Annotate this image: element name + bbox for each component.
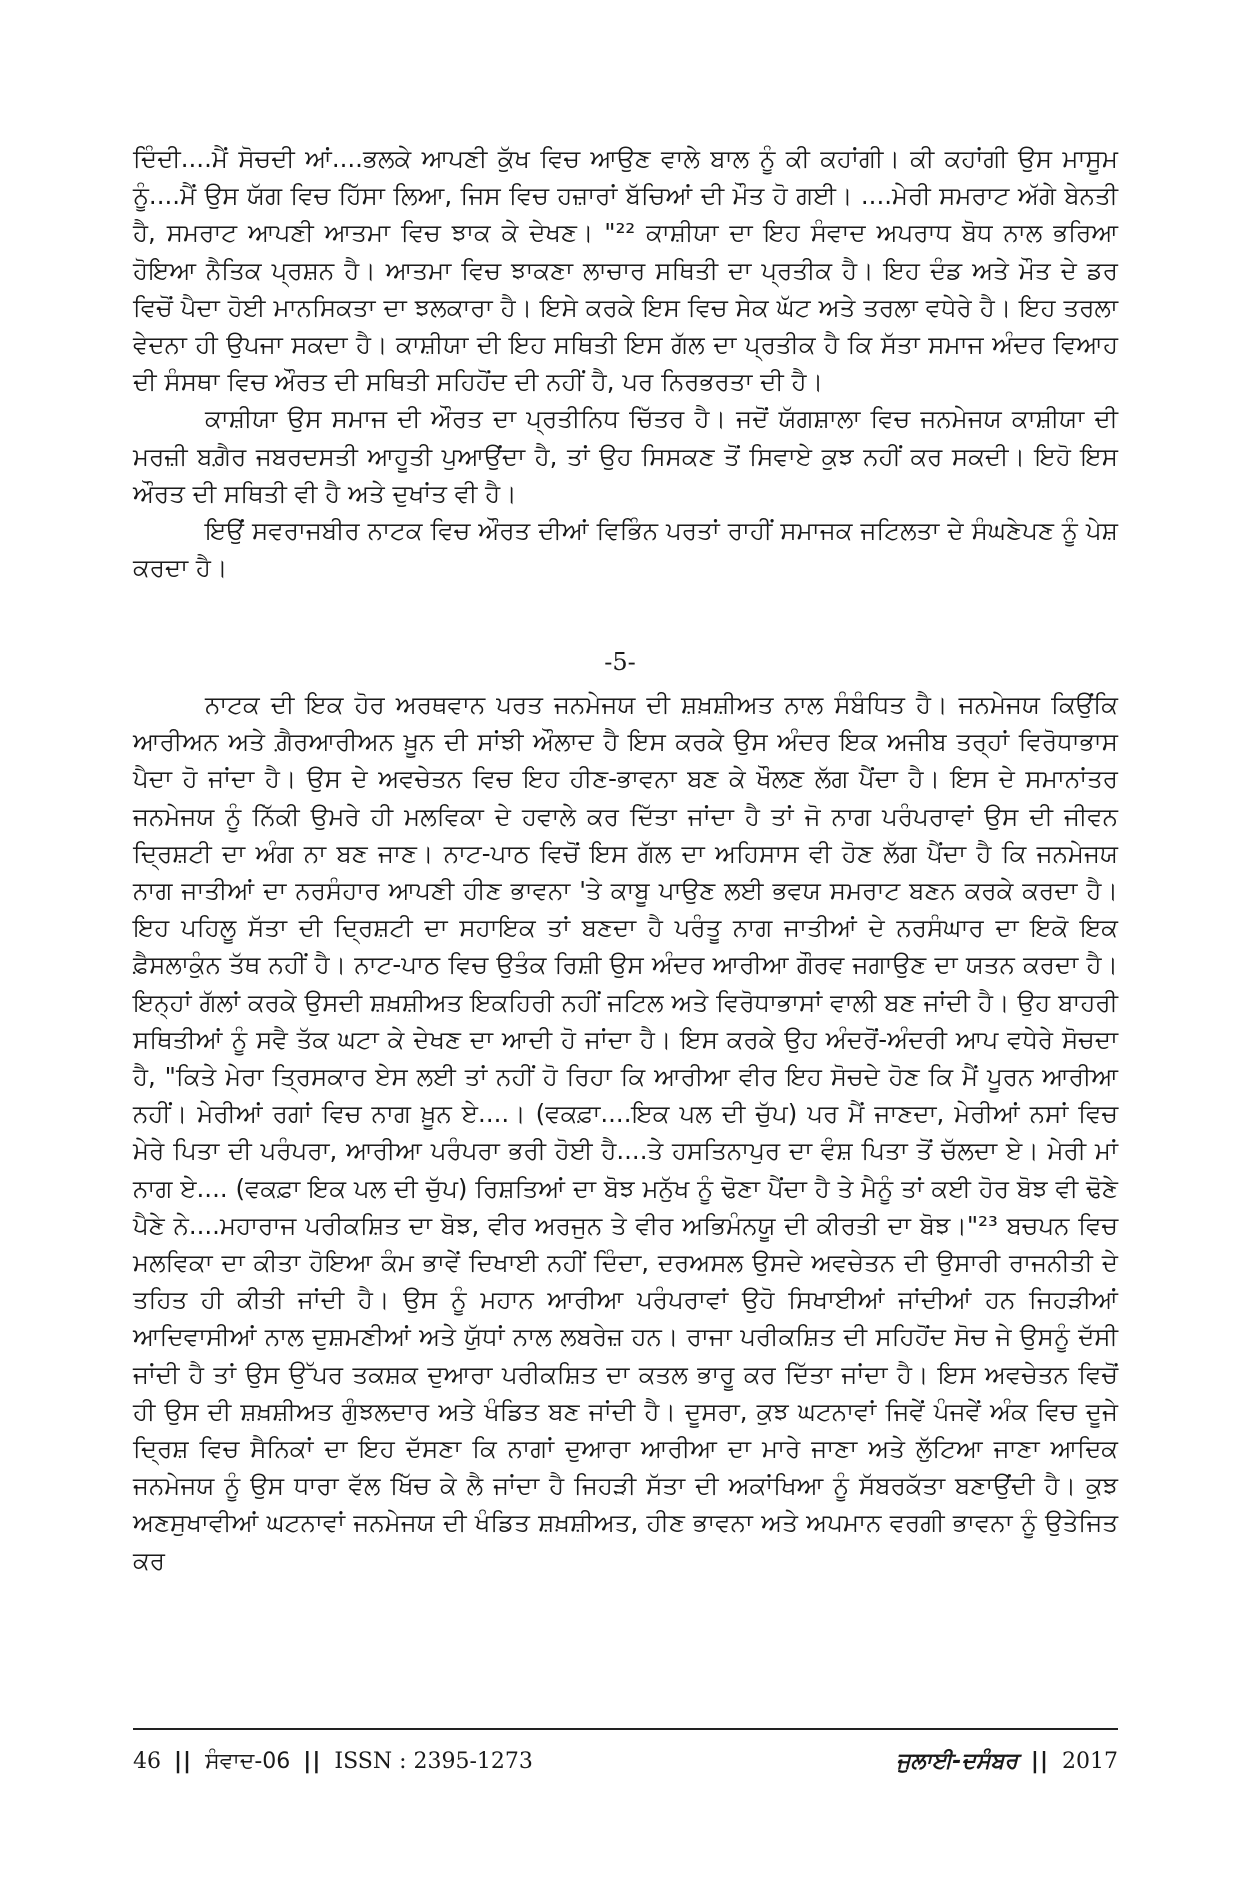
footer-divider [133, 1728, 1118, 1730]
article-body-top [133, 140, 1118, 586]
footer-separator: || [1030, 1749, 1049, 1774]
page-footer [133, 1745, 1118, 1779]
journal-name: ਸੰਵਾਦ-06 [205, 1749, 291, 1774]
issue-year: 2017 [1062, 1749, 1118, 1774]
paragraph: ਇਉਂ ਸਵਰਾਜਬੀਰ ਨਾਟਕ ਵਿਚ ਔਰਤ ਦੀਆਂ ਵਿਭਿੰਨ ਪਰਤਾਂ ਰਾਹੀਂ ਸਮਾਜਕ ਜਟਿਲਤਾ ਦੇ ਸੰਘਣੇਪਣ ਨੂੰ ਪੇਸ਼ ਕਰਦਾ ਹੈ। [133, 516, 1118, 583]
article-body-bottom [133, 686, 1118, 1579]
paragraph: ਦਿੰਦੀ....ਮੈਂ ਸੋਚਦੀ ਆਂ....ਭਲਕੇ ਆਪਣੀ ਕੁੱਖ ਵਿਚ ਆਉਣ ਵਾਲੇ ਬਾਲ ਨੂੰ ਕੀ ਕਹਾਂਗੀ। ਕੀ ਕਹਾਂਗੀ ਉਸ ਮਾਸੂਮ ਨੂੰ....ਮੈਂ ਉਸ ਯੱਗ ਵਿਚ ਹਿੱਸਾ ਲਿਆ, ਜਿਸ ਵਿਚ ਹਜ਼ਾਰਾਂ ਬੱਚਿਆਂ ਦੀ ਮੌਤ ਹੋ ਗਈ। ....ਮੇਰੀ ਸਮਰਾਟ ਅੱਗੇ ਬੇਨਤੀ ਹੈ, ਸਮਰਾਟ ਆਪਣੀ ਆਤਮਾ ਵਿਚ ਝਾਕ ਕੇ ਦੇਖਣ। "²² ਕਾਸ਼ੀਯਾ ਦਾ ਇਹ ਸੰਵਾਦ ਅਪਰਾਧ ਬੋਧ ਨਾਲ ਭਰਿਆ ਹੋਇਆ ਨੈਤਿਕ ਪ੍ਰਸ਼ਨ ਹੈ। ਆਤਮਾ ਵਿਚ ਝਾਕਣਾ ਲਾਚਾਰ ਸਥਿਤੀ ਦਾ ਪ੍ਰਤੀਕ ਹੈ। ਇਹ ਦੰਡ ਅਤੇ ਮੌਤ ਦੇ ਡਰ ਵਿਚੋਂ ਪੈਦਾ ਹੋਈ ਮਾਨਸਿਕਤਾ ਦਾ ਝਲਕਾਰਾ ਹੈ। ਇਸੇ ਕਰਕੇ ਇਸ ਵਿਚ ਸੇਕ ਘੱਟ ਅਤੇ ਤਰਲਾ ਵਧੇਰੇ ਹੈ। ਇਹ ਤਰਲਾ ਵੇਦਨਾ ਹੀ ਉਪਜਾ ਸਕਦਾ ਹੈ। ਕਾਸ਼ੀਯਾ ਦੀ ਇਹ ਸਥਿਤੀ ਇਸ ਗੱਲ ਦਾ ਪ੍ਰਤੀਕ ਹੈ ਕਿ ਸੱਤਾ ਸਮਾਜ ਅੰਦਰ ਵਿਆਹ ਦੀ ਸੰਸਥਾ ਵਿਚ ਔਰਤ ਦੀ ਸਥਿਤੀ ਸਹਿਹੋਂਦ ਦੀ ਨਹੀਂ ਹੈ, ਪਰ ਨਿਰਭਰਤਾ ਦੀ ਹੈ। [133, 144, 1118, 397]
footer-separator: || [174, 1749, 193, 1774]
footer-right [896, 1745, 1118, 1779]
page-number: 46 [133, 1749, 161, 1774]
footer-separator: || [303, 1749, 322, 1774]
issn: ISSN : 2395-1273 [334, 1749, 533, 1774]
footer-left [133, 1745, 533, 1779]
section-number: -5- [604, 648, 636, 676]
paragraph: ਕਾਸ਼ੀਯਾ ਉਸ ਸਮਾਜ ਦੀ ਔਰਤ ਦਾ ਪ੍ਰਤੀਨਿਧ ਚਿੱਤਰ ਹੈ। ਜਦੋਂ ਯੱਗਸ਼ਾਲਾ ਵਿਚ ਜਨਮੇਜਯ ਕਾਸ਼ੀਯਾ ਦੀ ਮਰਜ਼ੀ ਬਗ਼ੈਰ ਜਬਰਦਸਤੀ ਆਹੂਤੀ ਪੁਆਉਂਦਾ ਹੈ, ਤਾਂ ਉਹ ਸਿਸਕਣ ਤੋਂ ਸਿਵਾਏ ਕੁਝ ਨਹੀਂ ਕਰ ਸਕਦੀ। ਇਹੋ ਇਸ ਔਰਤ ਦੀ ਸਥਿਤੀ ਵੀ ਹੈ ਅਤੇ ਦੁਖਾਂਤ ਵੀ ਹੈ। [133, 404, 1118, 508]
issue-months: ਜੁਲਾਈ-ਦਸੰਬਰ [896, 1749, 1018, 1774]
paragraph: ਨਾਟਕ ਦੀ ਇਕ ਹੋਰ ਅਰਥਵਾਨ ਪਰਤ ਜਨਮੇਜਯ ਦੀ ਸ਼ਖ਼ਸ਼ੀਅਤ ਨਾਲ ਸੰਬੰਧਿਤ ਹੈ। ਜਨਮੇਜਯ ਕਿਉਂਕਿ ਆਰੀਅਨ ਅਤੇ ਗ਼ੈਰਆਰੀਅਨ ਖ਼ੂਨ ਦੀ ਸਾਂਝੀ ਔਲਾਦ ਹੈ ਇਸ ਕਰਕੇ ਉਸ ਅੰਦਰ ਇਕ ਅਜੀਬ ਤਰ੍ਹਾਂ ਵਿਰੋਧਾਭਾਸ ਪੈਦਾ ਹੋ ਜਾਂਦਾ ਹੈ। ਉਸ ਦੇ ਅਵਚੇਤਨ ਵਿਚ ਇਹ ਹੀਣ-ਭਾਵਨਾ ਬਣ ਕੇ ਖੌਲਣ ਲੱਗ ਪੈਂਦਾ ਹੈ। ਇਸ ਦੇ ਸਮਾਨਾਂਤਰ ਜਨਮੇਜਯ ਨੂੰ ਨਿੱਕੀ ਉਮਰੇ ਹੀ ਮਲਵਿਕਾ ਦੇ ਹਵਾਲੇ ਕਰ ਦਿੱਤਾ ਜਾਂਦਾ ਹੈ ਤਾਂ ਜੋ ਨਾਗ ਪਰੰਪਰਾਵਾਂ ਉਸ ਦੀ ਜੀਵਨ ਦ੍ਰਿਸ਼ਟੀ ਦਾ ਅੰਗ ਨਾ ਬਣ ਜਾਣ। ਨਾਟ-ਪਾਠ ਵਿਚੋਂ ਇਸ ਗੱਲ ਦਾ ਅਹਿਸਾਸ ਵੀ ਹੋਣ ਲੱਗ ਪੈਂਦਾ ਹੈ ਕਿ ਜਨਮੇਜਯ ਨਾਗ ਜਾਤੀਆਂ ਦਾ ਨਰਸੰਹਾਰ ਆਪਣੀ ਹੀਣ ਭਾਵਨਾ 'ਤੇ ਕਾਬੂ ਪਾਉਣ ਲਈ ਭਵਯ ਸਮਰਾਟ ਬਣਨ ਕਰਕੇ ਕਰਦਾ ਹੈ। ਇਹ ਪਹਿਲੂ ਸੱਤਾ ਦੀ ਦ੍ਰਿਸ਼ਟੀ ਦਾ ਸਹਾਇਕ ਤਾਂ ਬਣਦਾ ਹੈ ਪਰੰਤੂ ਨਾਗ ਜਾਤੀਆਂ ਦੇ ਨਰਸੰਘਾਰ ਦਾ ਇਕੋ ਇਕ ਫ਼ੈਸਲਾਕੁੰਨ ਤੱਥ ਨਹੀਂ ਹੈ। ਨਾਟ-ਪਾਠ ਵਿਚ ਉਤੰਕ ਰਿਸ਼ੀ ਉਸ ਅੰਦਰ ਆਰੀਆ ਗੌਰਵ ਜਗਾਉਣ ਦਾ ਯਤਨ ਕਰਦਾ ਹੈ। ਇਨ੍ਹਾਂ ਗੱਲਾਂ ਕਰਕੇ ਉਸਦੀ ਸ਼ਖ਼ਸ਼ੀਅਤ ਇਕਹਿਰੀ ਨਹੀਂ ਜਟਿਲ ਅਤੇ ਵਿਰੋਧਾਭਾਸਾਂ ਵਾਲੀ ਬਣ ਜਾਂਦੀ ਹੈ। ਉਹ ਬਾਹਰੀ ਸਥਿਤੀਆਂ ਨੂੰ ਸਵੈ ਤੱਕ ਘਟਾ ਕੇ ਦੇਖਣ ਦਾ ਆਦੀ ਹੋ ਜਾਂਦਾ ਹੈ। ਇਸ ਕਰਕੇ ਉਹ ਅੰਦਰੋਂ-ਅੰਦਰੀ ਆਪ ਵਧੇਰੇ ਸੋਚਦਾ ਹੈ, "ਕਿਤੇ ਮੇਰਾ ਤ੍ਰਿਸਕਾਰ ਏਸ ਲਈ ਤਾਂ ਨਹੀਂ ਹੋ ਰਿਹਾ ਕਿ ਆਰੀਆ ਵੀਰ ਇਹ ਸੋਚਦੇ ਹੋਣ ਕਿ ਮੈਂ ਪੂਰਨ ਆਰੀਆ ਨਹੀਂ। ਮੇਰੀਆਂ ਰਗਾਂ ਵਿਚ ਨਾਗ ਖ਼ੂਨ ਏ....। (ਵਕਫ਼ਾ....ਇਕ ਪਲ ਦੀ ਚੁੱਪ) ਪਰ ਮੈਂ ਜਾਣਦਾ, ਮੇਰੀਆਂ ਨਸਾਂ ਵਿਚ ਮੇਰੇ ਪਿਤਾ ਦੀ ਪਰੰਪਰਾ, ਆਰੀਆ ਪਰੰਪਰਾ ਭਰੀ ਹੋਈ ਹੈ....ਤੇ ਹਸਤਿਨਾਪੁਰ ਦਾ ਵੰਸ਼ ਪਿਤਾ ਤੋਂ ਚੱਲਦਾ ਏ। ਮੇਰੀ ਮਾਂ ਨਾਗ ਏ.... (ਵਕਫ਼ਾ ਇਕ ਪਲ ਦੀ ਚੁੱਪ) ਰਿਸ਼ਤਿਆਂ ਦਾ ਬੋਝ ਮਨੁੱਖ ਨੂੰ ਢੋਣਾ ਪੈਂਦਾ ਹੈ ਤੇ ਮੈਨੂੰ ਤਾਂ ਕਈ ਹੋਰ ਬੋਝ ਵੀ ਢੋਣੇ ਪੈਣੇ ਨੇ....ਮਹਾਰਾਜ ਪਰੀਕਸ਼ਿਤ ਦਾ ਬੋਝ, ਵੀਰ ਅਰਜੁਨ ਤੇ ਵੀਰ ਅਭਿਮੰਨਯੂ ਦੀ ਕੀਰਤੀ ਦਾ ਬੋਝ।"²³ ਬਚਪਨ ਵਿਚ ਮਲਵਿਕਾ ਦਾ ਕੀਤਾ ਹੋਇਆ ਕੰਮ ਭਾਵੇਂ ਦਿਖਾਈ ਨਹੀਂ ਦਿੰਦਾ, ਦਰਅਸਲ ਉਸਦੇ ਅਵਚੇਤਨ ਦੀ ਉਸਾਰੀ ਰਾਜਨੀਤੀ ਦੇ ਤਹਿਤ ਹੀ ਕੀਤੀ ਜਾਂਦੀ ਹੈ। ਉਸ ਨੂੰ ਮਹਾਨ ਆਰੀਆ ਪਰੰਪਰਾਵਾਂ ਉਹੋ ਸਿਖਾਈਆਂ ਜਾਂਦੀਆਂ ਹਨ ਜਿਹੜੀਆਂ ਆਦਿਵਾਸੀਆਂ ਨਾਲ ਦੁਸ਼ਮਣੀਆਂ ਅਤੇ ਯੁੱਧਾਂ ਨਾਲ ਲਬਰੇਜ਼ ਹਨ। ਰਾਜਾ ਪਰੀਕਸ਼ਿਤ ਦੀ ਸਹਿਹੋਂਦ ਸੋਚ ਜੇ ਉਸਨੂੰ ਦੱਸੀ ਜਾਂਦੀ ਹੈ ਤਾਂ ਉਸ ਉੱਪਰ ਤਕਸ਼ਕ ਦੁਆਰਾ ਪਰੀਕਸ਼ਿਤ ਦਾ ਕਤਲ ਭਾਰੂ ਕਰ ਦਿੱਤਾ ਜਾਂਦਾ ਹੈ। ਇਸ ਅਵਚੇਤਨ ਵਿਚੋਂ ਹੀ ਉਸ ਦੀ ਸ਼ਖ਼ਸ਼ੀਅਤ ਗੁੰਝਲਦਾਰ ਅਤੇ ਖੰਡਿਤ ਬਣ ਜਾਂਦੀ ਹੈ। ਦੂਸਰਾ, ਕੁਝ ਘਟਨਾਵਾਂ ਜਿਵੇਂ ਪੰਜਵੇਂ ਅੰਕ ਵਿਚ ਦੂਜੇ ਦ੍ਰਿਸ਼ ਵਿਚ ਸੈਨਿਕਾਂ ਦਾ ਇਹ ਦੱਸਣਾ ਕਿ ਨਾਗਾਂ ਦੁਆਰਾ ਆਰੀਆ ਦਾ ਮਾਰੇ ਜਾਣਾ ਅਤੇ ਲੁੱਟਿਆ ਜਾਣਾ ਆਦਿਕ ਜਨਮੇਜਯ ਨੂੰ ਉਸ ਧਾਰਾ ਵੱਲ ਖਿੱਚ ਕੇ ਲੈ ਜਾਂਦਾ ਹੈ ਜਿਹੜੀ ਸੱਤਾ ਦੀ ਅਕਾਂਖਿਆ ਨੂੰ ਸੱਬਰਕੱਤਾ ਬਣਾਉਂਦੀ ਹੈ। ਕੁਝ ਅਣਸੁਖਾਵੀਆਂ ਘਟਨਾਵਾਂ ਜਨਮੇਜਯ ਦੀ ਖੰਡਿਤ ਸ਼ਖ਼ਸ਼ੀਅਤ, ਹੀਣ ਭਾਵਨਾ ਅਤੇ ਅਪਮਾਨ ਵਰਗੀ ਭਾਵਨਾ ਨੂੰ ਉਤੇਜਿਤ ਕਰ [133, 690, 1118, 1575]
